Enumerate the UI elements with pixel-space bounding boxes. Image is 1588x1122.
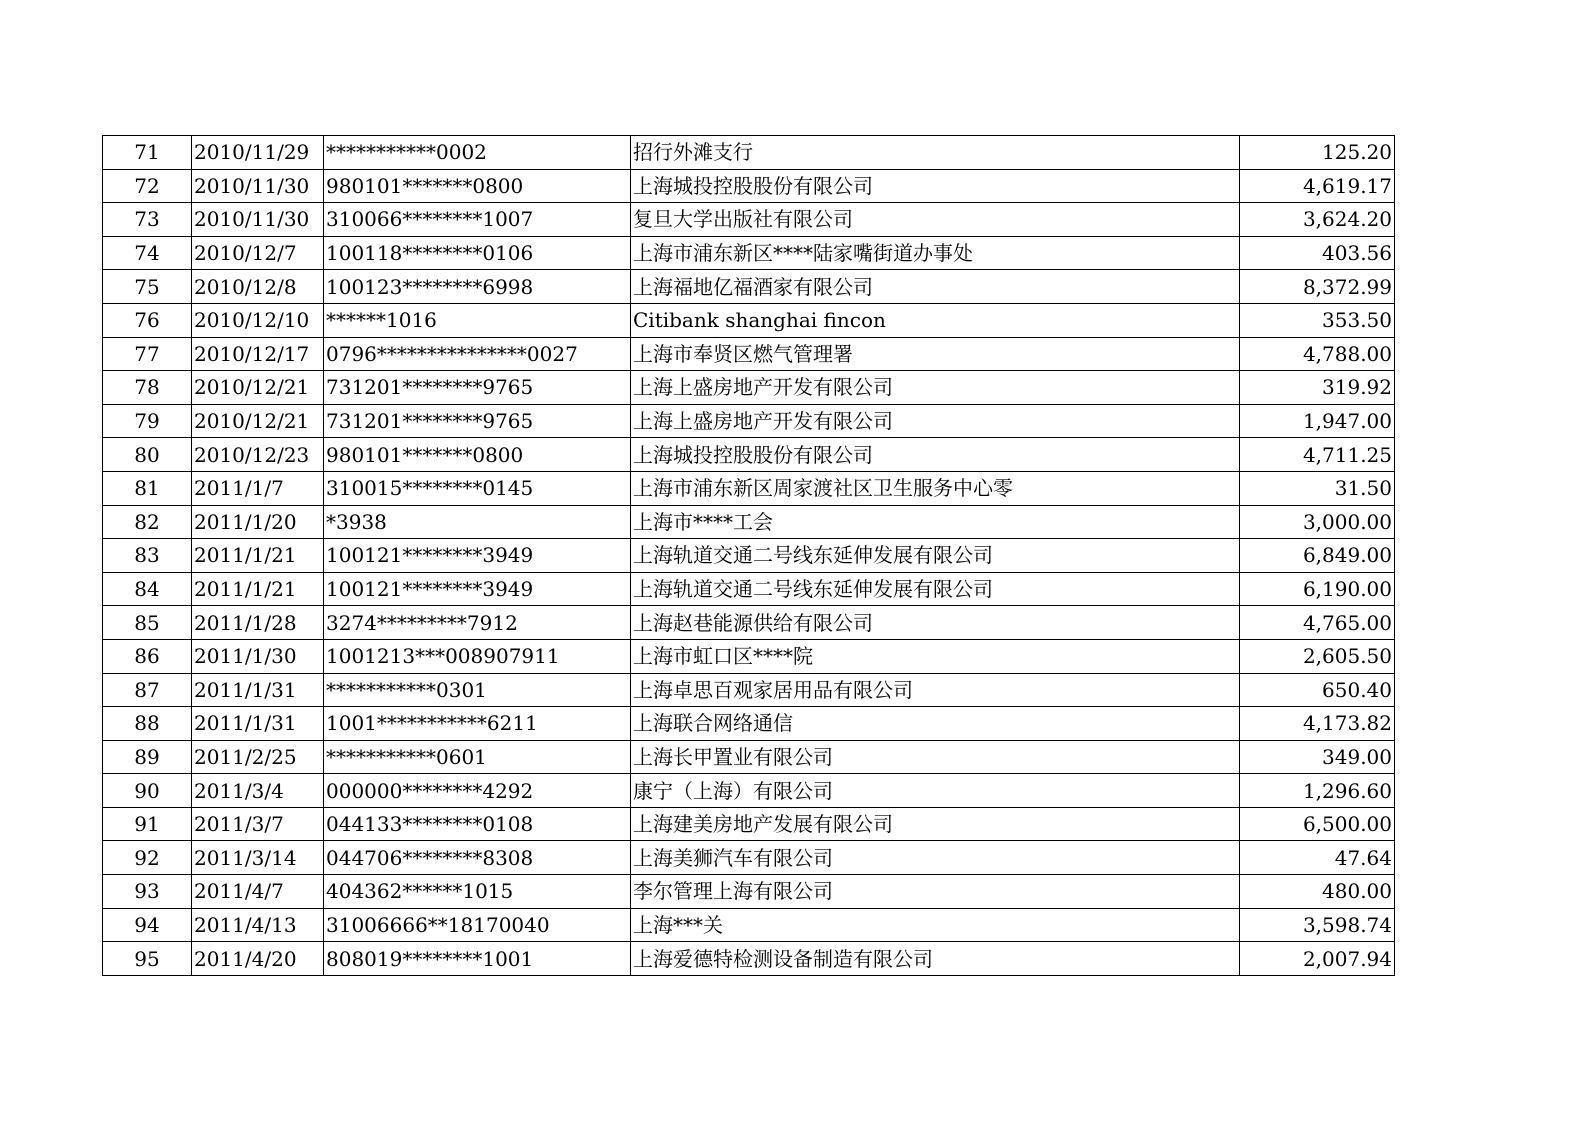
amount-cell: 353.50 — [1240, 303, 1395, 337]
amount-cell: 4,173.82 — [1240, 707, 1395, 741]
account-number-cell: 0796***************0027 — [324, 337, 631, 371]
payer-name-cell: 上海长甲置业有限公司 — [631, 740, 1240, 774]
table-row — [103, 371, 1395, 405]
row-number-cell: 72 — [103, 169, 192, 203]
account-number-cell: ***********0301 — [324, 673, 631, 707]
account-number-cell: 310015********0145 — [324, 471, 631, 505]
account-number-cell: 100121********3949 — [324, 572, 631, 606]
account-number-cell: 31006666**18170040 — [324, 908, 631, 942]
row-number-cell: 91 — [103, 807, 192, 841]
account-number-cell: ***********0002 — [324, 136, 631, 170]
account-number-cell: 731201********9765 — [324, 371, 631, 405]
date-cell: 2011/1/7 — [192, 471, 324, 505]
payer-name-cell: 上海市虹口区****院 — [631, 639, 1240, 673]
account-number-cell: 310066********1007 — [324, 203, 631, 237]
date-cell: 2010/11/30 — [192, 203, 324, 237]
amount-cell: 349.00 — [1240, 740, 1395, 774]
row-number-cell: 84 — [103, 572, 192, 606]
amount-cell: 2,605.50 — [1240, 639, 1395, 673]
table-row — [103, 807, 1395, 841]
payer-name-cell: 上海福地亿福酒家有限公司 — [631, 270, 1240, 304]
amount-cell: 31.50 — [1240, 471, 1395, 505]
account-number-cell: *3938 — [324, 505, 631, 539]
payer-name-cell: 上海市浦东新区****陆家嘴街道办事处 — [631, 236, 1240, 270]
row-number-cell: 92 — [103, 841, 192, 875]
row-number-cell: 75 — [103, 270, 192, 304]
date-cell: 2010/11/29 — [192, 136, 324, 170]
table-row — [103, 236, 1395, 270]
payer-name-cell: 上海市奉贤区燃气管理署 — [631, 337, 1240, 371]
amount-cell: 6,500.00 — [1240, 807, 1395, 841]
row-number-cell: 86 — [103, 639, 192, 673]
payer-name-cell: 上海轨道交通二号线东延伸发展有限公司 — [631, 572, 1240, 606]
account-number-cell: 808019********1001 — [324, 942, 631, 976]
date-cell: 2010/12/7 — [192, 236, 324, 270]
table-row — [103, 740, 1395, 774]
row-number-cell: 74 — [103, 236, 192, 270]
payer-name-cell: 上海轨道交通二号线东延伸发展有限公司 — [631, 539, 1240, 573]
amount-cell: 3,624.20 — [1240, 203, 1395, 237]
table-row — [103, 136, 1395, 170]
row-number-cell: 80 — [103, 438, 192, 472]
payer-name-cell: 上海建美房地产发展有限公司 — [631, 807, 1240, 841]
row-number-cell: 88 — [103, 707, 192, 741]
table-row — [103, 841, 1395, 875]
account-number-cell: 404362******1015 — [324, 875, 631, 909]
table-row — [103, 303, 1395, 337]
date-cell: 2010/12/23 — [192, 438, 324, 472]
table-row — [103, 169, 1395, 203]
amount-cell: 3,000.00 — [1240, 505, 1395, 539]
payer-name-cell: 上海城投控股股份有限公司 — [631, 169, 1240, 203]
payer-name-cell: 上海市浦东新区周家渡社区卫生服务中心零 — [631, 471, 1240, 505]
payer-name-cell: 上海上盛房地产开发有限公司 — [631, 371, 1240, 405]
amount-cell: 480.00 — [1240, 875, 1395, 909]
amount-cell: 2,007.94 — [1240, 942, 1395, 976]
date-cell: 2011/4/7 — [192, 875, 324, 909]
date-cell: 2010/11/30 — [192, 169, 324, 203]
amount-cell: 8,372.99 — [1240, 270, 1395, 304]
row-number-cell: 94 — [103, 908, 192, 942]
account-number-cell: 100118********0106 — [324, 236, 631, 270]
amount-cell: 6,190.00 — [1240, 572, 1395, 606]
payer-name-cell: 招行外滩支行 — [631, 136, 1240, 170]
table-body — [103, 136, 1395, 976]
row-number-cell: 87 — [103, 673, 192, 707]
date-cell: 2011/1/31 — [192, 707, 324, 741]
table-row — [103, 639, 1395, 673]
date-cell: 2010/12/10 — [192, 303, 324, 337]
table-row — [103, 471, 1395, 505]
amount-cell: 319.92 — [1240, 371, 1395, 405]
payer-name-cell: 上海市****工会 — [631, 505, 1240, 539]
account-number-cell: 044706********8308 — [324, 841, 631, 875]
payer-name-cell: 康宁（上海）有限公司 — [631, 774, 1240, 808]
row-number-cell: 81 — [103, 471, 192, 505]
account-number-cell: ***********0601 — [324, 740, 631, 774]
payer-name-cell: 上海美狮汽车有限公司 — [631, 841, 1240, 875]
date-cell: 2010/12/21 — [192, 404, 324, 438]
amount-cell: 4,765.00 — [1240, 606, 1395, 640]
table-row — [103, 203, 1395, 237]
date-cell: 2011/3/4 — [192, 774, 324, 808]
table-row — [103, 572, 1395, 606]
row-number-cell: 83 — [103, 539, 192, 573]
amount-cell: 1,296.60 — [1240, 774, 1395, 808]
amount-cell: 650.40 — [1240, 673, 1395, 707]
payer-name-cell: 上海爱德特检测设备制造有限公司 — [631, 942, 1240, 976]
amount-cell: 1,947.00 — [1240, 404, 1395, 438]
table-row — [103, 673, 1395, 707]
account-number-cell: 980101*******0800 — [324, 438, 631, 472]
date-cell: 2010/12/21 — [192, 371, 324, 405]
table-row — [103, 270, 1395, 304]
payer-name-cell: 复旦大学出版社有限公司 — [631, 203, 1240, 237]
amount-cell: 4,711.25 — [1240, 438, 1395, 472]
table-row — [103, 337, 1395, 371]
payer-name-cell: 上海***关 — [631, 908, 1240, 942]
table-row — [103, 908, 1395, 942]
payer-name-cell: 上海卓思百观家居用品有限公司 — [631, 673, 1240, 707]
amount-cell: 4,788.00 — [1240, 337, 1395, 371]
account-number-cell: 100121********3949 — [324, 539, 631, 573]
date-cell: 2011/1/21 — [192, 539, 324, 573]
amount-cell: 403.56 — [1240, 236, 1395, 270]
row-number-cell: 82 — [103, 505, 192, 539]
payer-name-cell: 上海城投控股股份有限公司 — [631, 438, 1240, 472]
date-cell: 2010/12/17 — [192, 337, 324, 371]
payer-name-cell: Citibank shanghai fincon — [631, 303, 1240, 337]
row-number-cell: 78 — [103, 371, 192, 405]
account-number-cell: 100123********6998 — [324, 270, 631, 304]
donation-records-table — [102, 135, 1395, 976]
date-cell: 2011/4/13 — [192, 908, 324, 942]
account-number-cell: 3274*********7912 — [324, 606, 631, 640]
row-number-cell: 95 — [103, 942, 192, 976]
amount-cell: 4,619.17 — [1240, 169, 1395, 203]
table-row — [103, 942, 1395, 976]
account-number-cell: 1001213***008907911 — [324, 639, 631, 673]
amount-cell: 125.20 — [1240, 136, 1395, 170]
date-cell: 2011/1/20 — [192, 505, 324, 539]
table-row — [103, 875, 1395, 909]
date-cell: 2011/4/20 — [192, 942, 324, 976]
account-number-cell: 1001***********6211 — [324, 707, 631, 741]
date-cell: 2011/3/7 — [192, 807, 324, 841]
payer-name-cell: 上海联合网络通信 — [631, 707, 1240, 741]
table-row — [103, 505, 1395, 539]
table-row — [103, 404, 1395, 438]
amount-cell: 3,598.74 — [1240, 908, 1395, 942]
table-row — [103, 438, 1395, 472]
amount-cell: 6,849.00 — [1240, 539, 1395, 573]
table-row — [103, 539, 1395, 573]
date-cell: 2010/12/8 — [192, 270, 324, 304]
row-number-cell: 93 — [103, 875, 192, 909]
account-number-cell: 731201********9765 — [324, 404, 631, 438]
payer-name-cell: 李尔管理上海有限公司 — [631, 875, 1240, 909]
date-cell: 2011/1/30 — [192, 639, 324, 673]
table-row — [103, 707, 1395, 741]
row-number-cell: 71 — [103, 136, 192, 170]
row-number-cell: 73 — [103, 203, 192, 237]
row-number-cell: 76 — [103, 303, 192, 337]
payer-name-cell: 上海上盛房地产开发有限公司 — [631, 404, 1240, 438]
date-cell: 2011/1/28 — [192, 606, 324, 640]
row-number-cell: 79 — [103, 404, 192, 438]
row-number-cell: 90 — [103, 774, 192, 808]
row-number-cell: 85 — [103, 606, 192, 640]
row-number-cell: 89 — [103, 740, 192, 774]
amount-cell: 47.64 — [1240, 841, 1395, 875]
payer-name-cell: 上海赵巷能源供给有限公司 — [631, 606, 1240, 640]
table-row — [103, 774, 1395, 808]
table-row — [103, 606, 1395, 640]
account-number-cell: ******1016 — [324, 303, 631, 337]
account-number-cell: 000000********4292 — [324, 774, 631, 808]
account-number-cell: 980101*******0800 — [324, 169, 631, 203]
date-cell: 2011/1/21 — [192, 572, 324, 606]
account-number-cell: 044133********0108 — [324, 807, 631, 841]
date-cell: 2011/1/31 — [192, 673, 324, 707]
date-cell: 2011/2/25 — [192, 740, 324, 774]
row-number-cell: 77 — [103, 337, 192, 371]
date-cell: 2011/3/14 — [192, 841, 324, 875]
